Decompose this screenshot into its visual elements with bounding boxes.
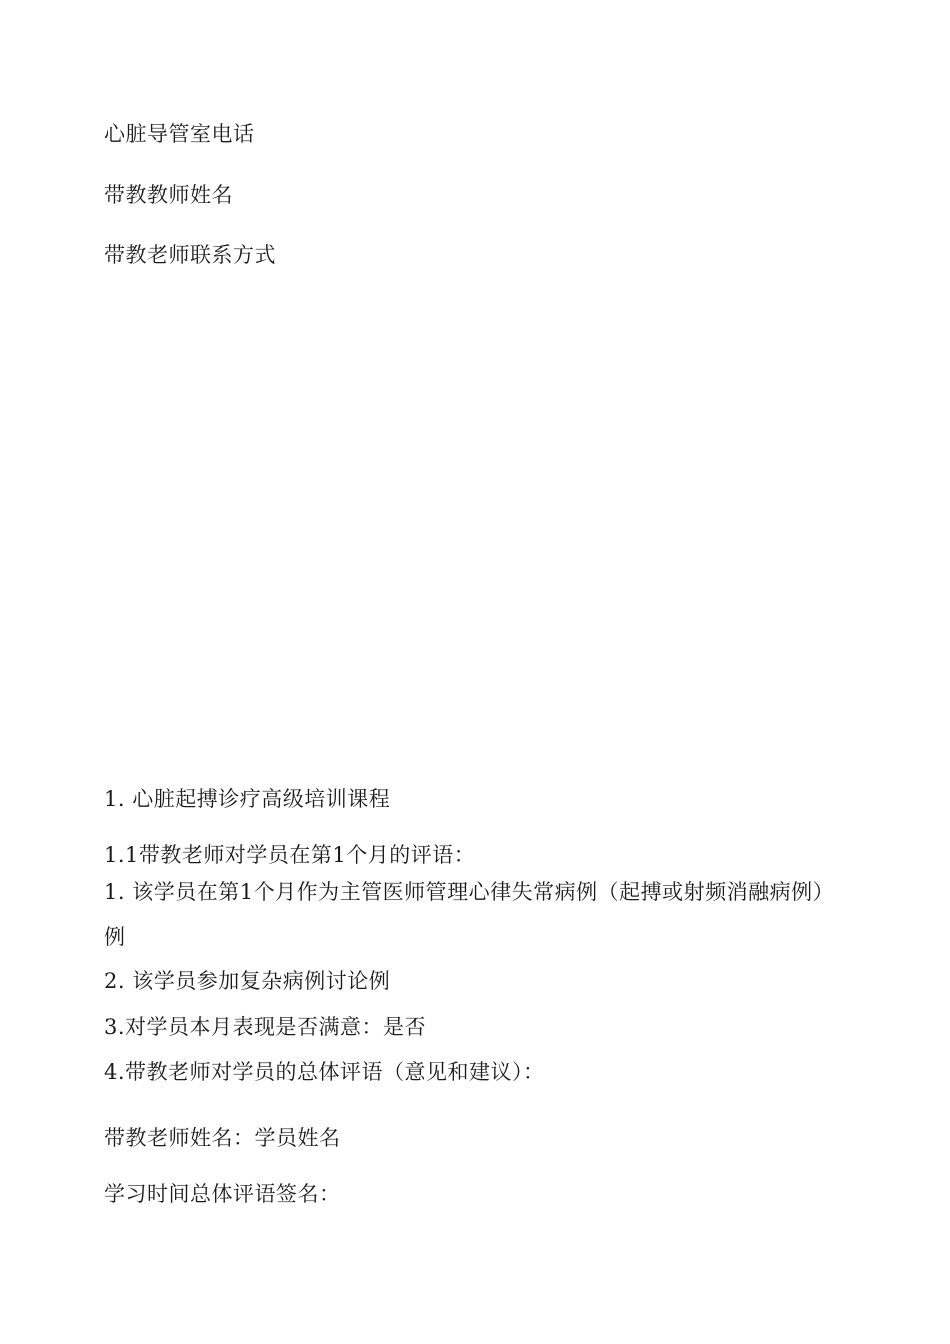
teacher-name-label: 带教教师姓名 bbox=[104, 183, 233, 207]
evaluation-item-2: 2. 该学员参加复杂病例讨论例 bbox=[104, 969, 391, 993]
section-title: 1. 心脏起搏诊疗高级培训课程 bbox=[104, 787, 391, 811]
signature-line: 学习时间总体评语签名： bbox=[104, 1182, 341, 1206]
section-subtitle: 1.1带教老师对学员在第1个月的评语： bbox=[104, 843, 476, 867]
teacher-contact-label: 带教老师联系方式 bbox=[104, 243, 276, 267]
evaluation-item-1: 1. 该学员在第1个月作为主管医师管理心律失常病例（起搏或射频消融病例） bbox=[104, 880, 835, 904]
evaluation-item-3: 3.对学员本月表现是否满意：是否 bbox=[104, 1015, 427, 1039]
names-line: 带教老师姓名：学员姓名 bbox=[104, 1126, 341, 1150]
evaluation-item-1-continuation: 例 bbox=[104, 925, 126, 949]
evaluation-item-4: 4.带教老师对学员的总体评语（意见和建议）： bbox=[104, 1060, 545, 1084]
cath-lab-phone-label: 心脏导管室电话 bbox=[104, 122, 255, 146]
